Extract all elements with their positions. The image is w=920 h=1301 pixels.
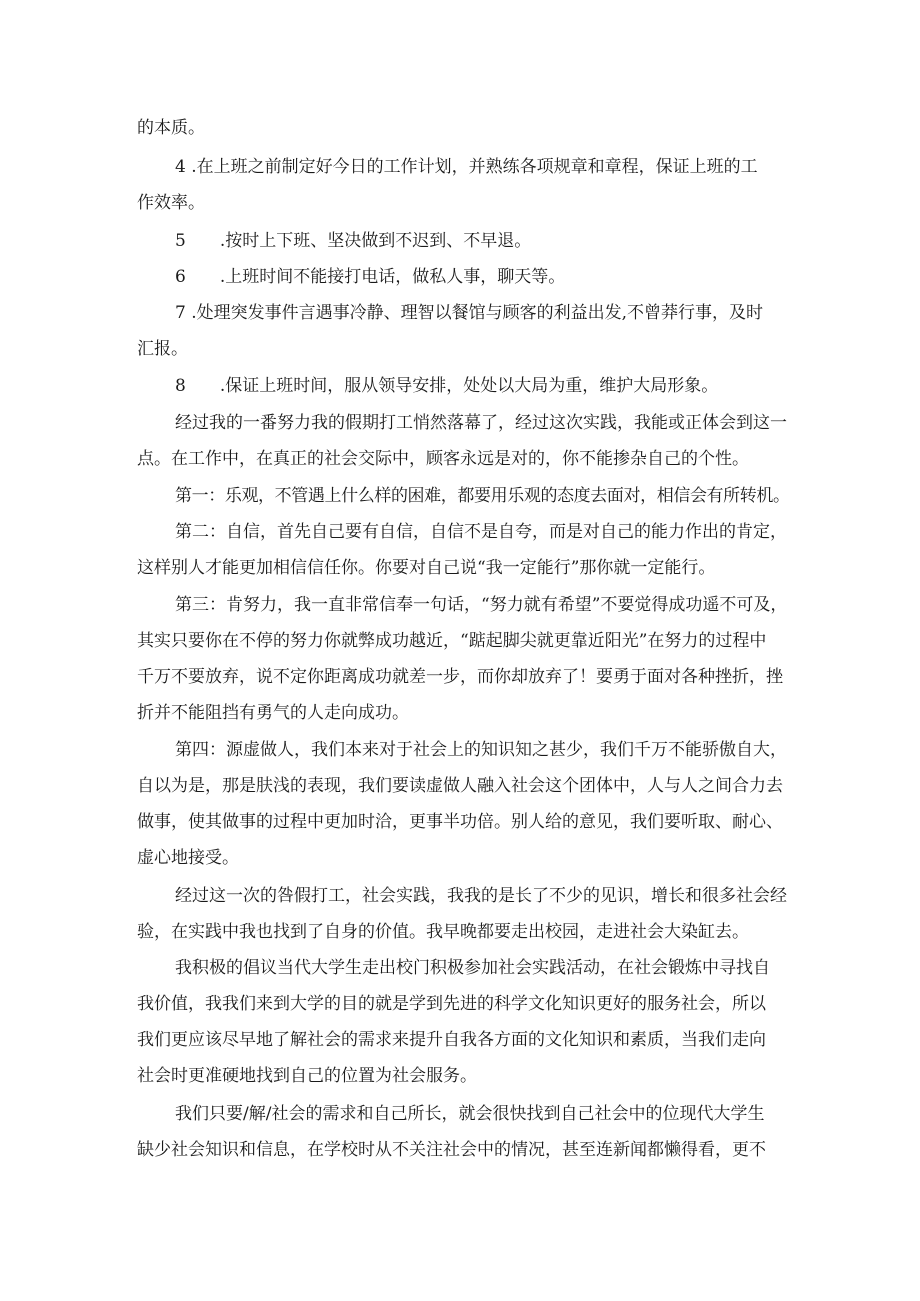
text-line: 折并不能阻挡有勇气的人走向成功。 <box>137 703 409 723</box>
text-line: 我们只要/解/社会的需求和自己所长，就会很快找到自己社会中的位现代大学生 <box>175 1104 765 1124</box>
text-line: 汇报。 <box>137 339 188 359</box>
text-line: 做事，使其做事的过程中更加时洽，更事半功倍。别人给的意见，我们要听取、耐心、 <box>137 812 783 832</box>
text-line: 8 .保证上班时间，服从领导安排，处处以大局为重，维护大局形象。 <box>175 376 719 396</box>
text-line: 的本质。 <box>137 118 205 138</box>
text-line: 我积极的倡议当代大学生走出校门积极参加社会实践活动，在社会锻炼中寻找自 <box>175 958 770 978</box>
text-line: 第二：自信，首先自己要有自信，自信不是自夸，而是对自己的能力作出的肯定， <box>175 522 787 542</box>
text-line: 自以为是，那是肤浅的表现，我们要读虚做人融入社会这个团体中，人与人之间合力去 <box>137 776 783 796</box>
text-line: 这样别人才能更加相信信任你。你要对自己说“我一定能行”那你就一定能行。 <box>137 558 716 578</box>
text-line: 6 .上班时间不能接打电话，做私人事，聊天等。 <box>175 267 566 287</box>
text-line: 经过这一次的咎假打工，社会实践，我我的是长了不少的见识，增长和很多社会经 <box>175 886 787 906</box>
text-line: 虚心地接受。 <box>137 848 239 868</box>
text-line: 点。在工作中，在真正的社会交际中，顾客永远是对的，你不能掺杂自己的个性。 <box>137 449 749 469</box>
text-line: 其实只要你在不停的努力你就弊成功越近，“踮起脚尖就更靠近阳光”在努力的过程中 <box>137 631 767 651</box>
text-line: 第一：乐观，不管遇上什么样的困难，都要用乐观的态度去面对，相信会有所转机。 <box>175 486 790 506</box>
text-line: 5 .按时上下班、坚决做到不迟到、不早退。 <box>175 231 532 251</box>
text-line: 缺少社会知识和信息，在学校时从不关注社会中的情况，甚至连新闻都懒得看，更不 <box>137 1140 766 1160</box>
text-line: 作效率。 <box>137 193 205 213</box>
text-line: 经过我的一番努力我的假期打工悄然落幕了，经过这次实践，我能或正体会到这一 <box>175 413 787 433</box>
text-line: 社会时更准硬地找到自己的位置为社会服务。 <box>137 1066 477 1086</box>
text-line: 我们更应该尽早地了解社会的需求来提升自我各方面的文化知识和素质，当我们走向 <box>137 1030 766 1050</box>
text-line: 验，在实践中我也找到了自身的价值。我早晚都要走出校园，走进社会大染缸去。 <box>137 922 749 942</box>
text-line: 第四：源虚做人，我们本来对于社会上的知识知之甚少，我们千万不能骄傲自大， <box>175 740 787 760</box>
text-line: 第三：肯努力，我一直非常信奉一句话，“努力就有希望”不要觉得成功遥不可及， <box>175 595 788 615</box>
text-line: 4 .在上班之前制定好今日的工作计划，并熟练各项规章和章程，保证上班的工 <box>175 157 758 177</box>
text-line: 千万不要放弃，说不定你距离成功就差一步，而你却放弃了！要勇于面对各种挫折，挫 <box>137 667 783 687</box>
text-line: 我价值，我我们来到大学的目的就是学到先进的科学文化知识更好的服务社会，所以 <box>137 994 766 1014</box>
text-line: 7 .处理突发事件言遇事冷静、理智以餐馆与顾客的利益出发,不曾莽行事，及时 <box>175 303 764 323</box>
